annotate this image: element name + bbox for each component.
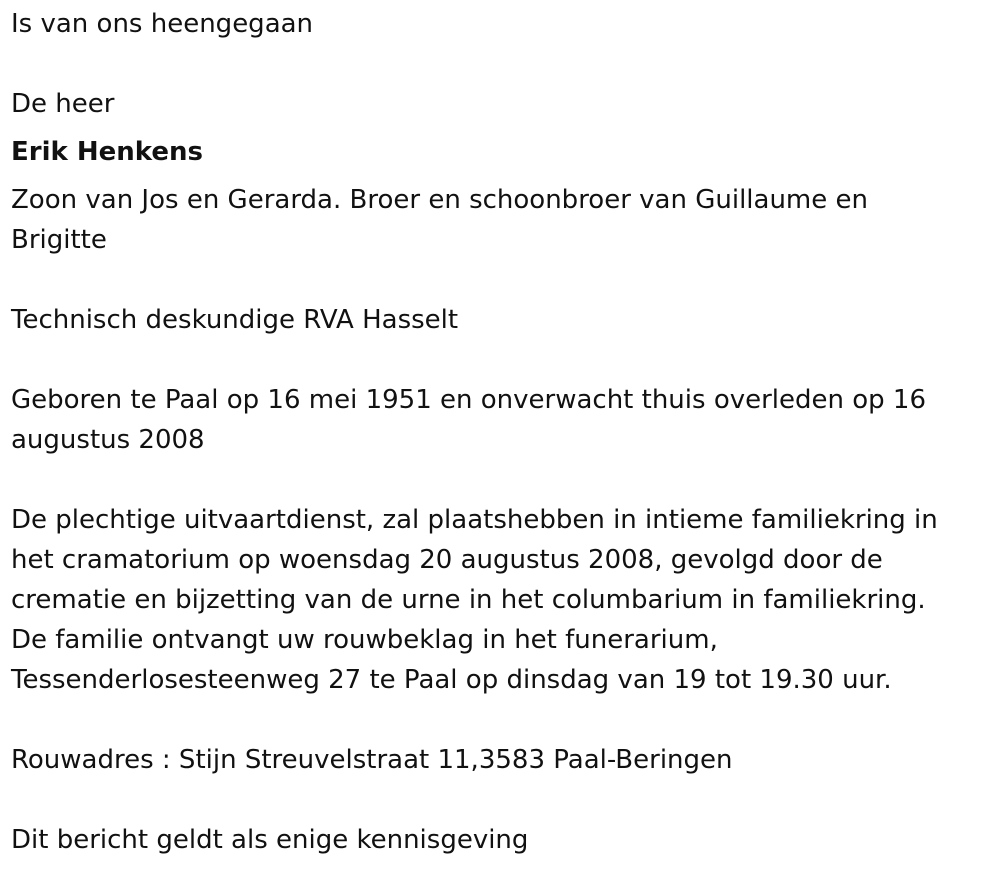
spacer	[11, 700, 971, 740]
mourning-address: Rouwadres : Stijn Streuvelstraat 11,3583 Paal-Beringen	[11, 745, 733, 775]
deceased-name: Erik Henkens	[11, 137, 203, 167]
spacer	[11, 780, 971, 820]
closing-line: Dit bericht geldt als enige kennisgeving	[11, 825, 529, 855]
intro-line: Is van ons heengegaan	[11, 9, 314, 39]
ceremony-paragraph: De plechtige uitvaartdienst, zal plaatshebben in intieme familiekring in het cramatorium op woensdag 20 augustus 2008, gevolgd door de crematie en bijzetting van de urne in het columbarium in familiekring.	[11, 505, 938, 615]
spacer	[11, 260, 971, 300]
birth-death-line: Geboren te Paal op 16 mei 1951 en onverwacht thuis overleden op 16 augustus 2008	[11, 385, 927, 455]
family-line: Zoon van Jos en Gerarda. Broer en schoonbroer van Guillaume en Brigitte	[11, 185, 868, 255]
spacer	[11, 44, 971, 84]
spacer	[11, 124, 971, 132]
spacer	[11, 340, 971, 380]
occupation-line: Technisch deskundige RVA Hasselt	[11, 305, 459, 335]
condolences-paragraph: De familie ontvangt uw rouwbeklag in het funerarium, Tessenderlosesteenweg 27 te Paal op dinsdag van 19 tot 19.30 uur.	[11, 625, 892, 695]
spacer	[11, 172, 971, 180]
spacer	[11, 460, 971, 500]
salutation: De heer	[11, 89, 115, 119]
